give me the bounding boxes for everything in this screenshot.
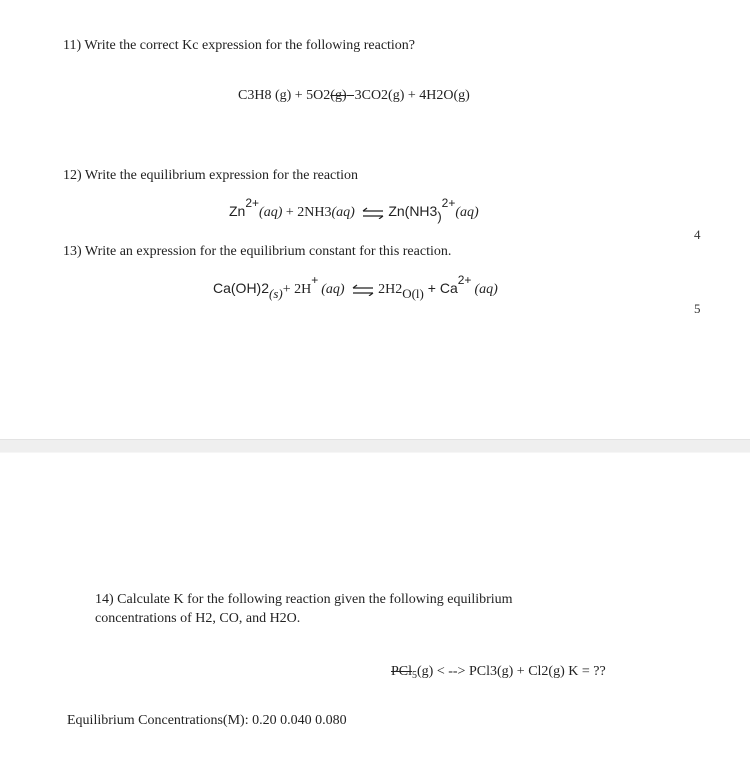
question-12-prompt: 12) Write the equilibrium expression for the reaction — [63, 168, 359, 183]
q13-water-state: O(l) — [402, 286, 424, 301]
q14-pcl-struck: PCl — [391, 664, 413, 679]
page-break — [0, 439, 750, 453]
q12-product-charge: 2+ — [441, 196, 456, 210]
question-12-equation — [229, 196, 479, 224]
q13-caoh2: Ca(OH)2 — [213, 280, 270, 296]
arrow-icon — [347, 95, 354, 96]
q13-plus-h: + 2H — [282, 282, 312, 297]
q12-aq: (aq) — [455, 205, 479, 220]
q12-aq: (aq) — [331, 205, 355, 220]
q12-product: Zn(NH3 — [388, 203, 438, 219]
q12-aq: (aq) — [259, 205, 283, 220]
question-14-prompt-line-2: concentrations of H2, CO, and H2O. — [95, 611, 301, 626]
q12-close-paren: ) — [437, 209, 442, 224]
q13-ca-charge: 2+ — [457, 273, 472, 287]
q13-plus-ca: + Ca — [423, 280, 458, 296]
question-14-concentrations: Equilibrium Concentrations(M): 0.20 0.040 0.080 — [67, 713, 347, 728]
q13-h-charge: + — [311, 273, 319, 287]
page-number-4: 4 — [694, 227, 701, 242]
q13-solid-state: (s) — [269, 286, 283, 301]
question-11-prompt: 11) Write the correct Kc expression for the following reaction? — [63, 38, 416, 53]
q11-reactants: C3H8 (g) + 5O2 — [238, 88, 331, 103]
q12-nh3: + 2NH3 — [282, 205, 332, 220]
question-13-prompt: 13) Write an expression for the equilibrium constant for this reaction. — [63, 244, 452, 259]
q11-products: 3CO2(g) + 4H2O(g) — [354, 88, 470, 103]
q14-equation-rest: (g) < --> PCl3(g) + Cl2(g) K = ?? — [417, 664, 606, 679]
equilibrium-arrow-icon — [351, 284, 375, 296]
equilibrium-arrow-icon — [361, 207, 385, 219]
q14-pcl-subscript: 5 — [412, 670, 418, 681]
q13-aq: (aq) — [474, 282, 498, 297]
question-13-equation — [213, 273, 498, 301]
page-number-5: 5 — [694, 301, 701, 316]
q12-zn-charge: 2+ — [245, 196, 260, 210]
q12-zn: Zn — [229, 203, 246, 219]
question-14-prompt-line-1: 14) Calculate K for the following reaction given the following equilibrium — [95, 592, 513, 607]
q13-aq: (aq) — [321, 282, 345, 297]
question-14-equation — [391, 664, 606, 680]
question-11-equation — [238, 88, 470, 104]
q13-water: 2H2 — [378, 282, 403, 297]
q11-struck-state: (g) — [330, 88, 347, 103]
